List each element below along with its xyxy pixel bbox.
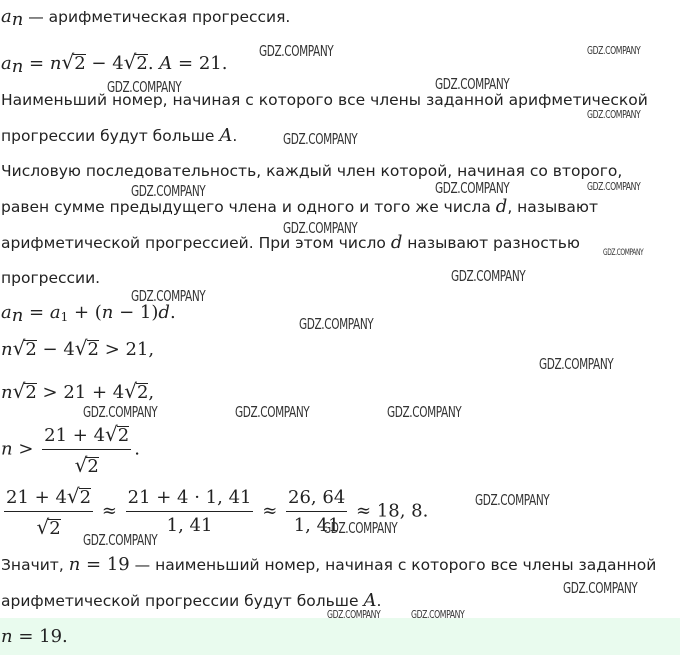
conclusion-text-1: Значит, n = 19 — наименьший номер, начиная с которого все члены заданной (1, 554, 657, 575)
watermark: GDZ.COMPANY (259, 42, 334, 60)
watermark: GDZ.COMPANY (587, 180, 641, 193)
watermark: GDZ.COMPANY (327, 608, 381, 621)
theory-text-1: Числовую последовательность, каждый член которой, начиная со второго, (1, 162, 623, 180)
line-definition: $a_n$ — арифметическая прогрессия. (1, 6, 291, 30)
question-text-2: прогрессии будут больше A. (1, 125, 238, 146)
watermark: GDZ.COMPANY (131, 287, 206, 305)
approximation: $\frac{21 + 4√2}{√2}$ ≈ $\frac{21 + 4 \cdot 1, 41}{1, 41}$ ≈ $\frac{26, 64}{1, 41}$ ≈ 18, 8. (6, 484, 429, 539)
inequality-1: n√2 − 4√2 > 21, (1, 336, 155, 360)
watermark: GDZ.COMPANY (283, 219, 358, 237)
watermark: GDZ.COMPANY (83, 403, 158, 421)
watermark: GDZ.COMPANY (475, 491, 550, 509)
watermark: GDZ.COMPANY (131, 182, 206, 200)
watermark: GDZ.COMPANY (411, 608, 465, 621)
watermark: GDZ.COMPANY (283, 130, 358, 148)
watermark: GDZ.COMPANY (299, 315, 374, 333)
formula-general: $a_n = a_1 + (n - 1)d$. (1, 302, 176, 326)
conclusion-text-2: арифметической прогрессии будут больше A. (1, 590, 382, 611)
watermark: GDZ.COMPANY (587, 44, 641, 57)
watermark: GDZ.COMPANY (235, 403, 310, 421)
theory-text-3: арифметической прогрессией. При этом число d называют разностью (1, 232, 580, 253)
formula-given: $a_n = n√2 - 4√2$. A = 21. (1, 50, 228, 77)
watermark: GDZ.COMPANY (435, 179, 510, 197)
definition-text: — арифметическая прогрессия. (23, 8, 291, 26)
watermark: GDZ.COMPANY (83, 531, 158, 549)
inequality-2: n√2 > 21 + 4√2, (1, 379, 155, 403)
watermark: GDZ.COMPANY (323, 519, 398, 537)
watermark: GDZ.COMPANY (107, 78, 182, 96)
watermark: GDZ.COMPANY (387, 403, 462, 421)
theory-text-2: равен сумме предыдущего члена и одного и того же числа d, называют (1, 196, 598, 217)
watermark: GDZ.COMPANY (563, 579, 638, 597)
watermark: GDZ.COMPANY (587, 108, 641, 121)
watermark: GDZ.COMPANY (451, 267, 526, 285)
watermark: GDZ.COMPANY (539, 355, 614, 373)
theory-text-4: прогрессии. (1, 269, 101, 287)
answer-highlight (0, 618, 680, 655)
question-text: Наименьший номер, начиная с которого все члены заданной арифметической (1, 91, 648, 109)
inequality-3: n > $\frac{21 + 4√2}{√2}$ . (1, 422, 140, 477)
answer: n = 19. (1, 626, 68, 647)
watermark: GDZ.COMPANY (435, 75, 510, 93)
watermark: GDZ.COMPANY (603, 248, 644, 258)
